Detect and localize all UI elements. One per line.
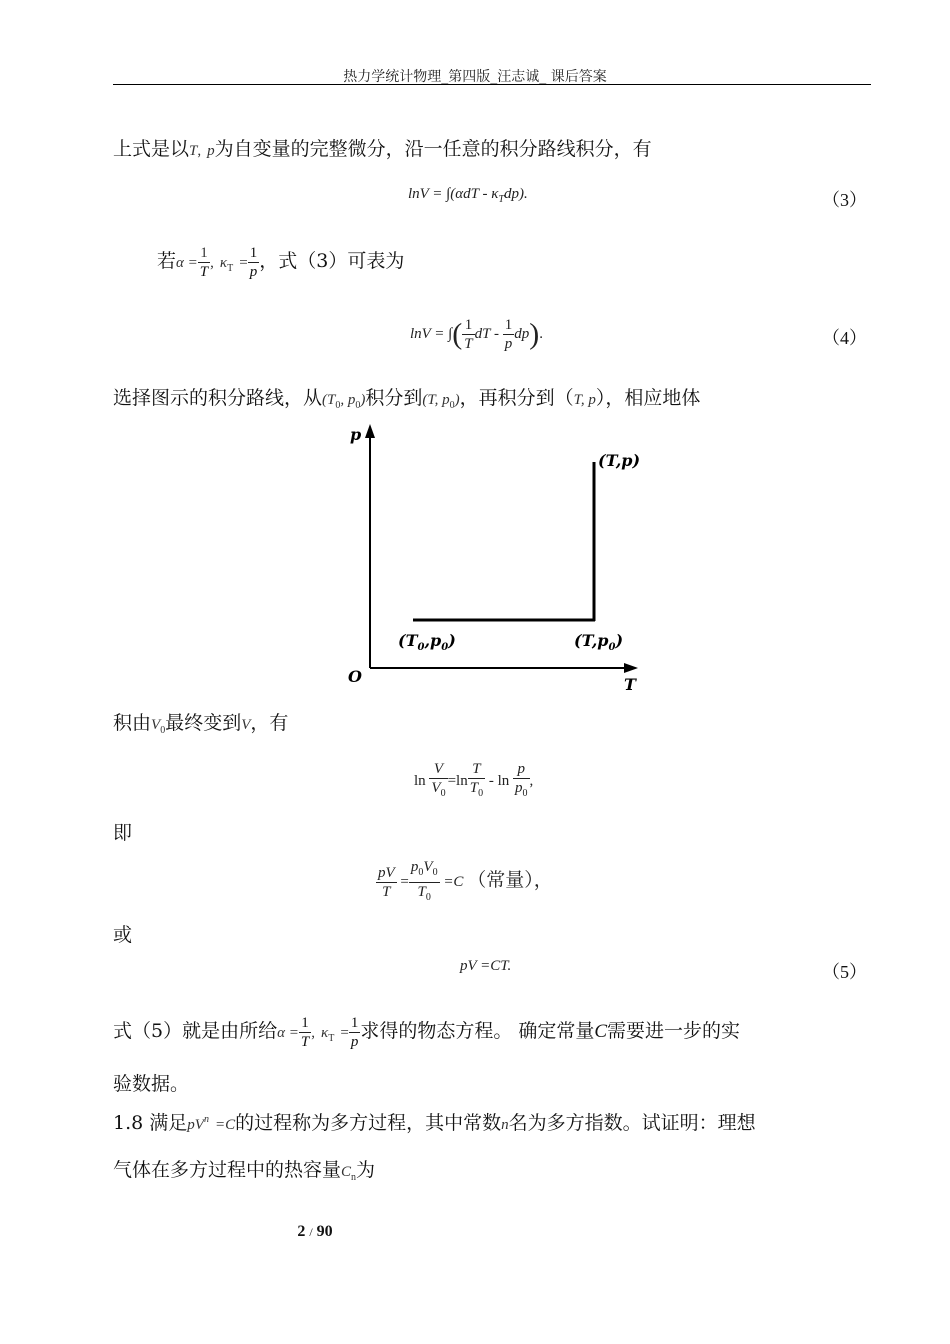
exp-n: n [203, 1114, 209, 1125]
sub-0: 0 [425, 892, 431, 903]
frac-den: p [515, 780, 523, 796]
frac-num: pV [378, 865, 395, 881]
sub-0: 0 [608, 642, 616, 653]
text: 为 [356, 1159, 376, 1181]
sub-0: 0 [478, 788, 484, 799]
sub-0: 0 [160, 725, 166, 736]
kappa: κ [219, 255, 228, 271]
equation-number-3: （3） [822, 190, 867, 210]
text: 式（5）就是由所给 [113, 1020, 278, 1042]
text: 气体在多方过程中的热容量 [113, 1159, 342, 1181]
var-C: C [341, 1164, 352, 1180]
frac-den: V [431, 780, 441, 796]
equation-3 [408, 186, 528, 205]
paren: ) [454, 392, 460, 408]
total-pages: 90 [316, 1223, 333, 1240]
kappa-sub: T [227, 263, 234, 274]
integration-path-figure [340, 420, 660, 695]
comma: , [311, 1025, 315, 1041]
paragraph-3 [113, 385, 700, 419]
start-point-label [398, 631, 456, 653]
equation-constant [376, 858, 553, 907]
paragraph-2 [157, 238, 404, 292]
equals-ln: =ln [447, 772, 468, 789]
comma: , [529, 772, 534, 789]
text: 的过程称为多方过程，其中常数 [235, 1112, 502, 1134]
text: ，式（3）可表为 [259, 250, 405, 272]
equals: = [400, 873, 409, 890]
text: 为自变量的完整微分，沿一任意的积分路线积分，有 [214, 138, 652, 160]
alpha: α = [277, 1025, 299, 1041]
sub-0: 0 [441, 642, 449, 653]
var-C: C [594, 1021, 608, 1042]
sub-0: 0 [335, 400, 341, 411]
frac-den: T [464, 336, 473, 353]
note: （常量）， [467, 868, 553, 891]
equation-ln [414, 760, 533, 803]
frac-num-p: p [410, 859, 419, 875]
paragraph-1 [113, 136, 652, 164]
frac-den: p [350, 1033, 359, 1050]
frac-den: p [249, 263, 258, 280]
sub-0: 0 [432, 867, 438, 878]
header-rule [113, 84, 871, 85]
paren: ) [360, 392, 366, 408]
current-page: 2 [297, 1223, 306, 1240]
rhs: =C [443, 873, 464, 890]
point-corner: (T, p [422, 392, 450, 408]
frac-num: p [517, 761, 525, 777]
eq4-end: . [539, 326, 543, 342]
equation-number-4: （4） [822, 328, 867, 348]
sub-n: n [351, 1172, 357, 1183]
sub-0: 0 [417, 642, 425, 653]
frac-num: 1 [464, 317, 473, 334]
sub-0: 0 [355, 400, 361, 411]
eq4-lhs: lnV = ∫ [410, 326, 453, 342]
frac-num: 1 [249, 244, 258, 261]
var-n: n [501, 1117, 509, 1133]
equals: = [239, 255, 248, 271]
frac-num: 1 [301, 1014, 309, 1031]
frac-num: 1 [504, 317, 513, 334]
var-T: T [189, 143, 198, 159]
eq3-body: lnV = ∫(αdT - κ [408, 186, 499, 202]
equals: = [340, 1025, 349, 1041]
point-start: (T [322, 392, 336, 408]
text: ），相应地体 [595, 387, 701, 409]
start-label-p: ,p [424, 631, 442, 650]
text: 需要进一步的实 [607, 1020, 741, 1042]
paren: ) [615, 631, 624, 650]
alpha: α = [176, 255, 198, 271]
frac-den: T [417, 884, 426, 900]
frac-den: T [199, 263, 209, 280]
text: 1.8 满足 [113, 1112, 188, 1134]
point-start-p: , p [340, 392, 356, 408]
eq3-sub: T [498, 194, 504, 205]
end-point-label: (T,p) [598, 451, 641, 470]
frac-den: p [504, 336, 513, 353]
var-p: p [207, 143, 215, 159]
T-axis-label: T [624, 675, 636, 694]
frac-den: T [300, 1033, 310, 1050]
point-end: T, p [573, 392, 596, 408]
eq3-tail: dp). [504, 186, 528, 202]
paragraph-10 [113, 1157, 375, 1191]
eq4-dT: dT - [474, 326, 499, 342]
equation-number-5: （5） [822, 962, 867, 982]
corner-label-Tp: (T,p [574, 631, 609, 650]
equals-C: =C [214, 1117, 236, 1133]
eq4-dp: dp [514, 326, 530, 342]
equation-5: pV =CT. [460, 958, 512, 974]
frac-num-V: V [423, 859, 433, 875]
page-header: 热力学统计物理_第四版_汪志诚_ 课后答案 [343, 69, 607, 85]
equation-4: lnV = ∫( $\frac{1}{T}$ dT - $\frac{1}{p}$ dp). [410, 317, 543, 353]
p-axis-label: p [350, 425, 362, 444]
paragraph-8: 验数据。 [113, 1073, 190, 1095]
paragraph-9 [113, 1107, 756, 1138]
paragraph-4 [113, 710, 288, 744]
ln: ln [414, 772, 426, 789]
frac-num: V [433, 761, 444, 777]
paragraph-5: 即 [113, 822, 133, 844]
var-pV: pV [187, 1117, 204, 1133]
sub-0: 0 [440, 788, 446, 799]
text: 名为多方指数。试证明：理想 [508, 1112, 756, 1134]
corner-point-label [574, 631, 623, 653]
origin-label: O [348, 667, 362, 686]
text: 选择图示的积分路线，从 [113, 387, 323, 409]
text: 积分到 [365, 387, 423, 409]
p-axis-arrow-icon [365, 424, 375, 438]
minus-ln: - ln [488, 772, 510, 789]
paragraph-6: 或 [113, 924, 133, 946]
text: ，再积分到（ [459, 387, 574, 409]
paragraph-7 [113, 1008, 740, 1062]
text: 若 [157, 250, 177, 272]
text: 积由 [113, 712, 152, 734]
var-V: V [151, 717, 161, 733]
comma: , [210, 255, 214, 271]
page-number [0, 1223, 630, 1241]
text: 求得的物态方程。 确定常量 [360, 1020, 595, 1042]
text: 上式是以 [113, 138, 190, 160]
frac-num: T [472, 761, 481, 777]
slash: / [309, 1225, 313, 1239]
sub-0: 0 [522, 788, 528, 799]
start-label-T: (T [398, 631, 418, 650]
frac-num: 1 [350, 1014, 359, 1031]
frac-den: T [376, 882, 397, 901]
comma: , [197, 143, 202, 159]
frac-num: 1 [200, 244, 208, 261]
paren: ) [448, 631, 456, 650]
sub-0: 0 [418, 867, 424, 878]
frac-den: T [469, 780, 479, 796]
text: ，有 [250, 712, 289, 734]
kappa: κ [320, 1025, 329, 1041]
T-axis-arrow-icon [624, 663, 638, 673]
text: 最终变到 [165, 712, 242, 734]
var-V: V [241, 717, 251, 733]
kappa-sub: T [328, 1033, 335, 1044]
sub-0: 0 [449, 400, 455, 411]
